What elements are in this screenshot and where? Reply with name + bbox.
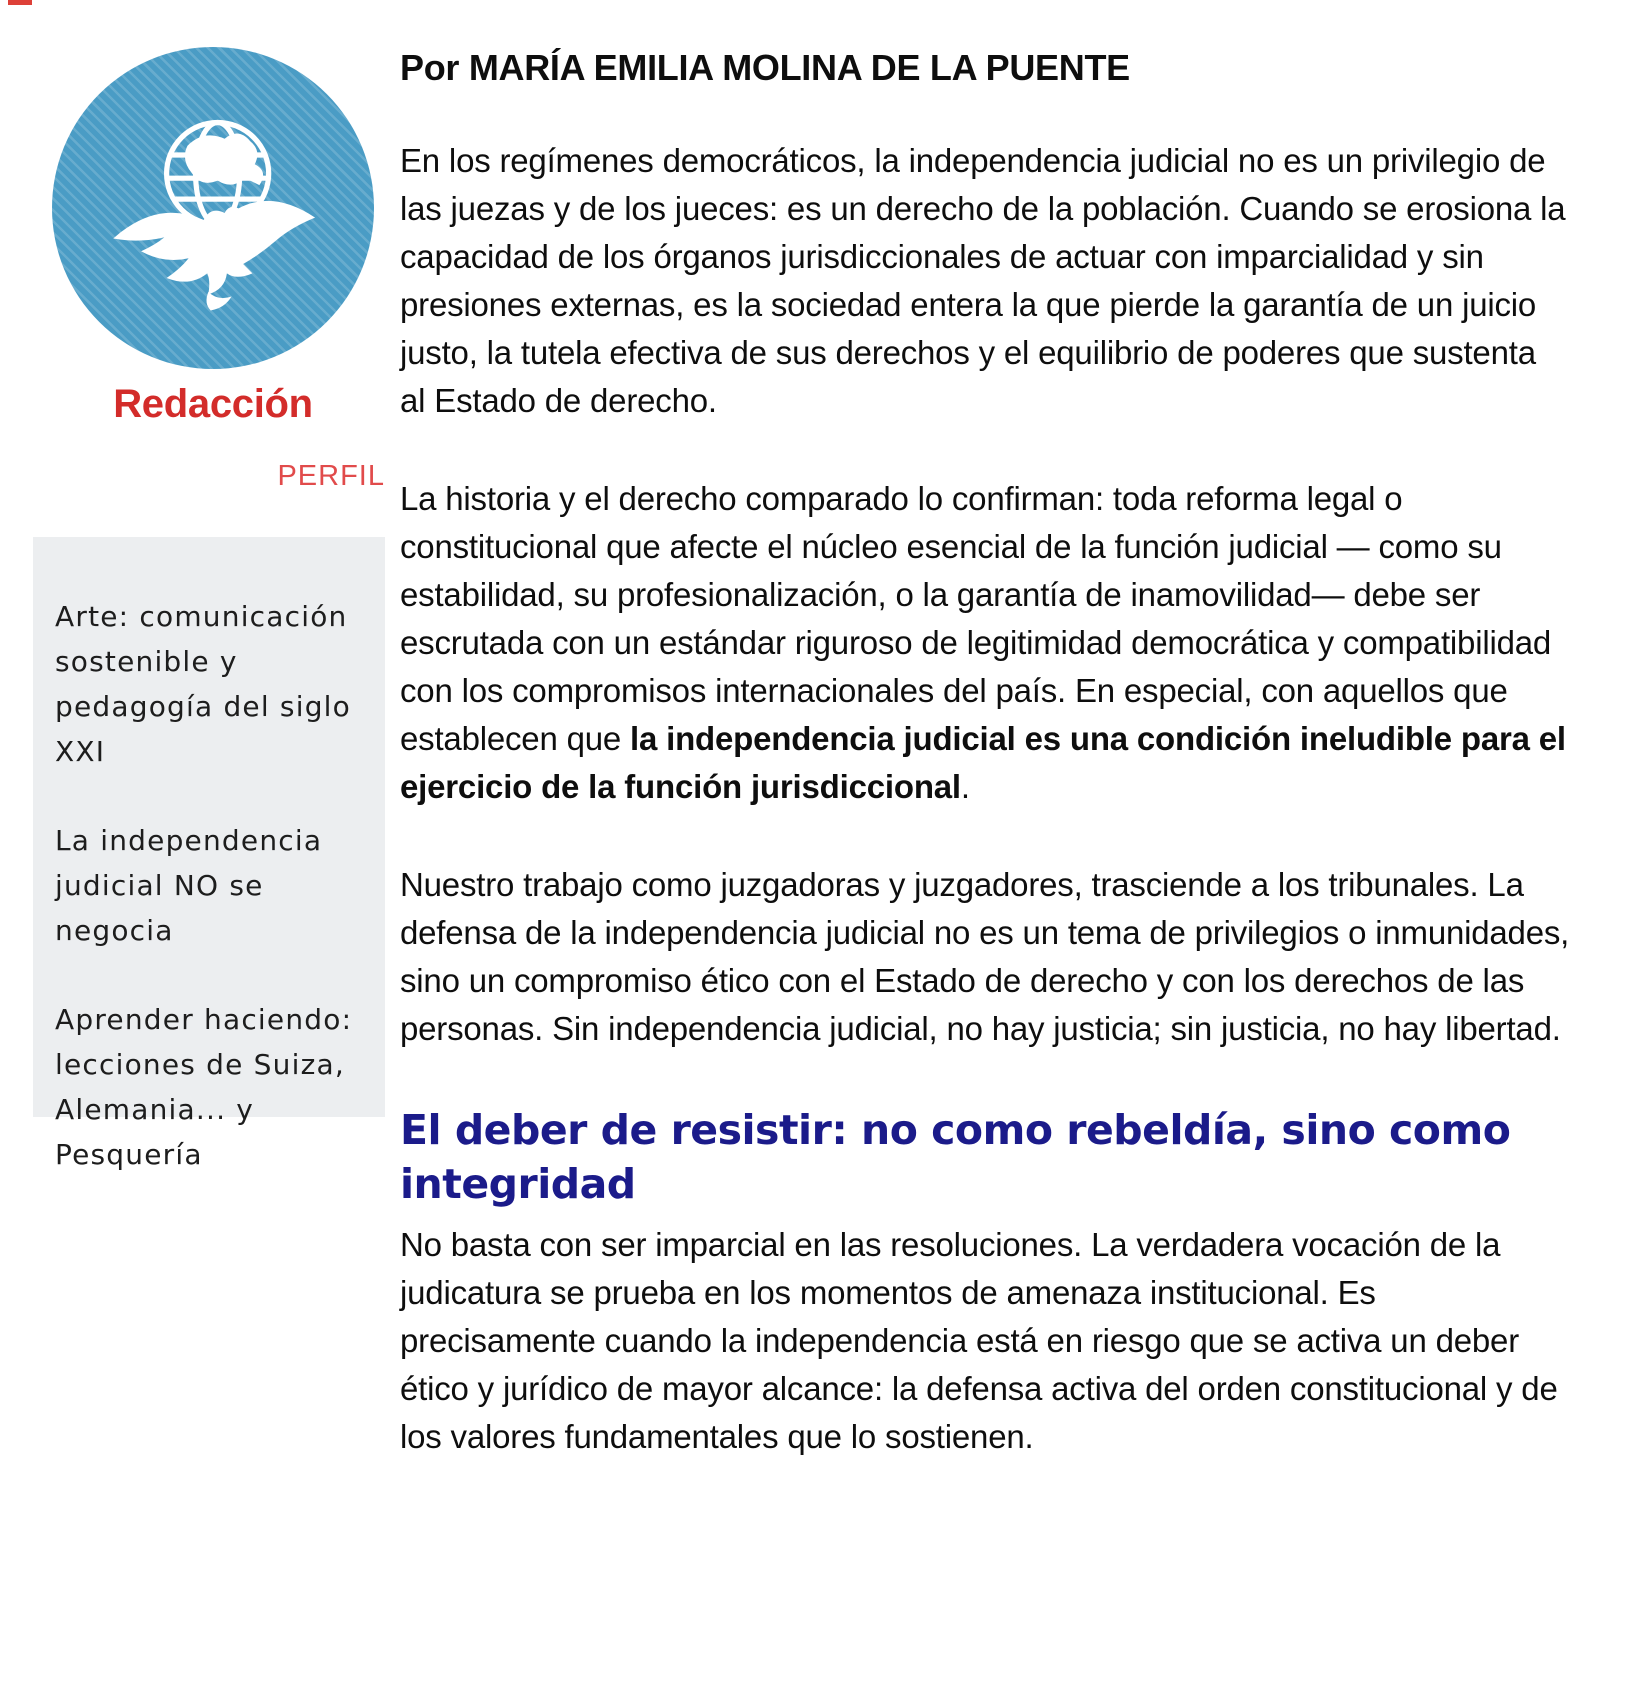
related-articles-box bbox=[33, 537, 385, 1171]
clipped-red-fragment bbox=[8, 0, 32, 5]
globe-eagle-icon bbox=[79, 97, 347, 329]
article-paragraph bbox=[400, 475, 1570, 811]
article-body bbox=[400, 47, 1570, 1461]
section-heading: El deber de resistir: no como rebeldía, sino como integridad bbox=[400, 1106, 1511, 1208]
profile-link[interactable]: PERFIL bbox=[277, 460, 385, 492]
paragraph-text: La historia y el derecho comparado lo confirman: toda reforma legal o constitucional que afecte el núcleo esencial de la función judicial — como su estabilidad, su profesionalización, o la garantía de inamovilidad— debe ser escrutada con un estándar riguroso de legitimidad democrática y compatibilidad con los compromisos internacionales del país. En especial, con aquellos que establecen que bbox=[400, 480, 1552, 757]
related-article-link[interactable]: La independencia judicial NO se negocia bbox=[55, 824, 323, 947]
author-name-link[interactable]: Redacción bbox=[113, 382, 313, 426]
paragraph-bold-text: la independencia judicial es una condición ineludible para el ejercicio de la función jurisdiccional bbox=[400, 720, 1566, 805]
article-byline: Por MARÍA EMILIA MOLINA DE LA PUENTE bbox=[400, 47, 1130, 88]
author-avatar[interactable] bbox=[52, 47, 374, 369]
related-article-link[interactable]: Aprender haciendo: lecciones de Suiza, Alemania... y Pesquería bbox=[55, 1003, 353, 1171]
article-paragraph: No basta con ser imparcial en las resoluciones. La verdadera vocación de la judicatura se prueba en los momentos de amenaza institucional. Es precisamente cuando la independencia está en riesgo que se activa un deber ético y jurídico de mayor alcance: la defensa activa del orden constitucional y de los valores fundamentales que lo sostienen. bbox=[400, 1226, 1558, 1455]
article-paragraph: Nuestro trabajo como juzgadoras y juzgadores, trasciende a los tribunales. La defensa de la independencia judicial no es un tema de privilegios o inmunidades, sino un compromiso ético con el Estado de derecho y con los derechos de las personas. Sin independencia judicial, no hay justicia; sin justicia, no hay libertad. bbox=[400, 866, 1570, 1047]
article-paragraph: En los regímenes democráticos, la independencia judicial no es un privilegio de las juezas y de los jueces: es un derecho de la población. Cuando se erosiona la capacidad de los órganos jurisdiccionales de actuar con imparcialidad y sin presiones externas, es la sociedad entera la que pierde la garantía de un juicio justo, la tutela efectiva de sus derechos y el equilibrio de poderes que sustenta al Estado de derecho. bbox=[400, 142, 1566, 419]
related-article-link[interactable]: Arte: comunicación sostenible y pedagogía del siglo XXI bbox=[55, 600, 351, 768]
paragraph-text: . bbox=[960, 768, 970, 805]
